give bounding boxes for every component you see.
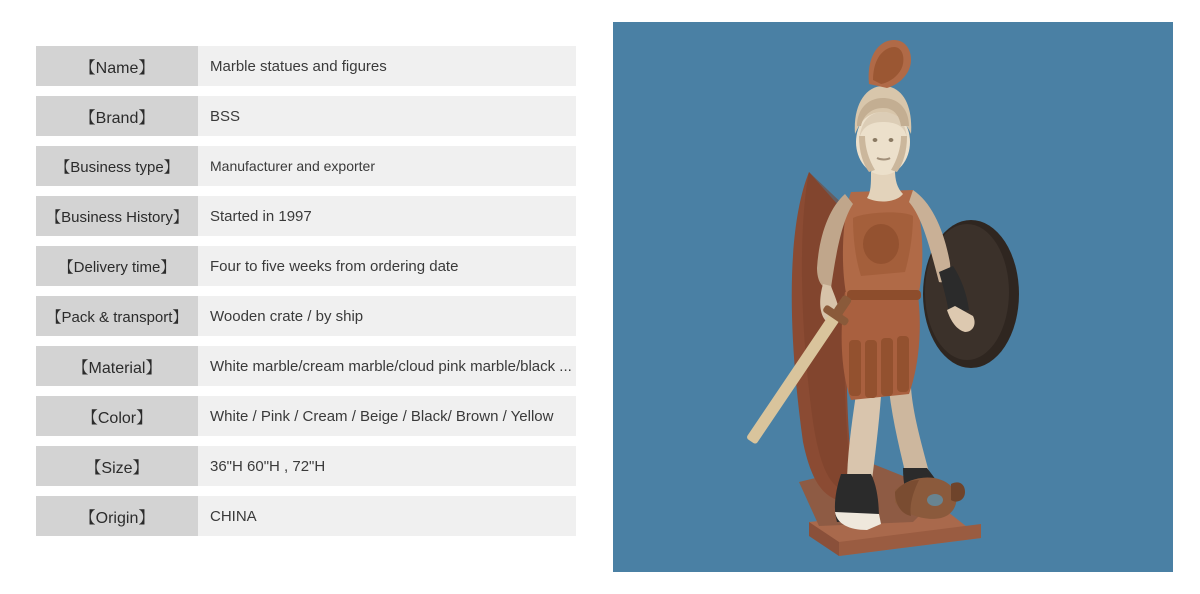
specification-table [36,46,576,546]
table-row [36,496,576,536]
statue-illustration [613,22,1173,572]
product-image-panel [613,22,1173,572]
spec-label: 【Delivery time】 [36,246,198,286]
spec-value: Wooden crate / by ship [198,296,576,336]
spec-label: 【Material】 [36,346,198,386]
spec-value: BSS [198,96,576,136]
table-row [36,446,576,486]
spec-value: White / Pink / Cream / Beige / Black/ Brown / Yellow [198,396,576,436]
table-row [36,296,576,336]
spec-value: White marble/cream marble/cloud pink marble/black ... [198,346,576,386]
spec-label: 【Origin】 [36,496,198,536]
spec-value: Manufacturer and exporter [198,146,576,186]
spec-label: 【Name】 [36,46,198,86]
spec-value: Marble statues and figures [198,46,576,86]
spec-label: 【Size】 [36,446,198,486]
spec-value: Started in 1997 [198,196,576,236]
spec-value: 36"H 60"H , 72"H [198,446,576,486]
spec-value: CHINA [198,496,576,536]
table-row [36,246,576,286]
table-row [36,396,576,436]
spec-label: 【Color】 [36,396,198,436]
table-row [36,146,576,186]
table-row [36,196,576,236]
spec-value: Four to five weeks from ordering date [198,246,576,286]
table-row [36,96,576,136]
spec-label: 【Pack & transport】 [36,296,198,336]
table-row [36,346,576,386]
table-row [36,46,576,86]
spec-label: 【Business type】 [36,146,198,186]
spec-label: 【Brand】 [36,96,198,136]
spec-label: 【Business History】 [36,196,198,236]
